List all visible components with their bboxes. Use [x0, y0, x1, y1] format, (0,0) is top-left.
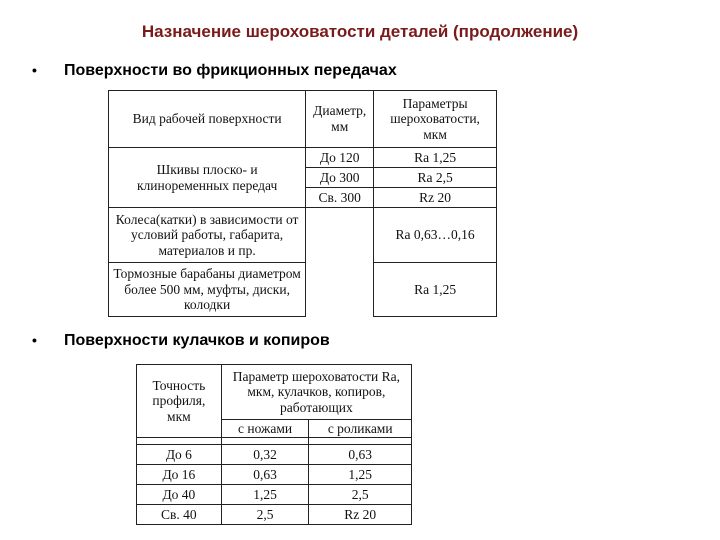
empty-cell [306, 263, 374, 317]
cam-surfaces-table [136, 364, 412, 525]
subheader-cell: с ножами [221, 420, 309, 438]
param-cell: Ra 1,25 [374, 263, 497, 317]
table-cell: 2,5 [309, 485, 412, 505]
param-cell: Ra 2,5 [374, 168, 497, 188]
diameter-cell: До 120 [306, 148, 374, 168]
param-cell: Ra 0,63…0,16 [374, 208, 497, 263]
section-heading-cams [32, 332, 330, 350]
table-row [137, 505, 412, 525]
table-row [109, 263, 497, 317]
header-cell: Точность профиля, мкм [137, 365, 222, 438]
table-row [109, 148, 497, 168]
table-cell: 0,32 [221, 445, 309, 465]
diameter-cell: До 300 [306, 168, 374, 188]
bullet-icon: • [32, 332, 37, 348]
subheader-cell: с роликами [309, 420, 412, 438]
page-title: Назначение шероховатости деталей (продолжение) [141, 22, 579, 41]
table-cell: До 6 [137, 445, 222, 465]
param-cell: Rz 20 [374, 188, 497, 208]
param-cell: Ra 1,25 [374, 148, 497, 168]
section-heading-text: Поверхности кулачков и копиров [64, 332, 330, 349]
table-header-row [109, 91, 497, 148]
header-cell: Параметры шероховатости, мкм [374, 91, 497, 148]
table-cell: Св. 40 [137, 505, 222, 525]
friction-surfaces-table [108, 90, 497, 317]
table-cell: До 40 [137, 485, 222, 505]
table-cell: 0,63 [221, 465, 309, 485]
empty-cell [306, 208, 374, 263]
table-cell: Rz 20 [309, 505, 412, 525]
table-row [109, 208, 497, 263]
section-heading-text: Поверхности во фрикционных передачах [64, 62, 397, 79]
table-cell: 1,25 [221, 485, 309, 505]
table-cell: 1,25 [309, 465, 412, 485]
spacer-row [137, 438, 412, 445]
table-header-row [137, 365, 412, 420]
header-cell: Вид рабочей поверхности [109, 91, 306, 148]
table-cell: 0,63 [309, 445, 412, 465]
surface-cell: Шкивы плоско- и клиноременных передач [109, 148, 306, 208]
surface-cell: Тормозные барабаны диаметром более 500 мм, муфты, диски, колодки [109, 263, 306, 317]
table-row [137, 445, 412, 465]
bullet-icon: • [32, 62, 37, 78]
table-row [137, 465, 412, 485]
header-cell: Диаметр, мм [306, 91, 374, 148]
table-cell: До 16 [137, 465, 222, 485]
diameter-cell: Св. 300 [306, 188, 374, 208]
table-row [137, 485, 412, 505]
section-heading-friction [32, 62, 397, 80]
header-cell: Параметр шероховатости Ra, мкм, кулачков, копиров, работающих [221, 365, 411, 420]
table-cell: 2,5 [221, 505, 309, 525]
surface-cell: Колеса(катки) в зависимости от условий работы, габарита, материалов и пр. [109, 208, 306, 263]
